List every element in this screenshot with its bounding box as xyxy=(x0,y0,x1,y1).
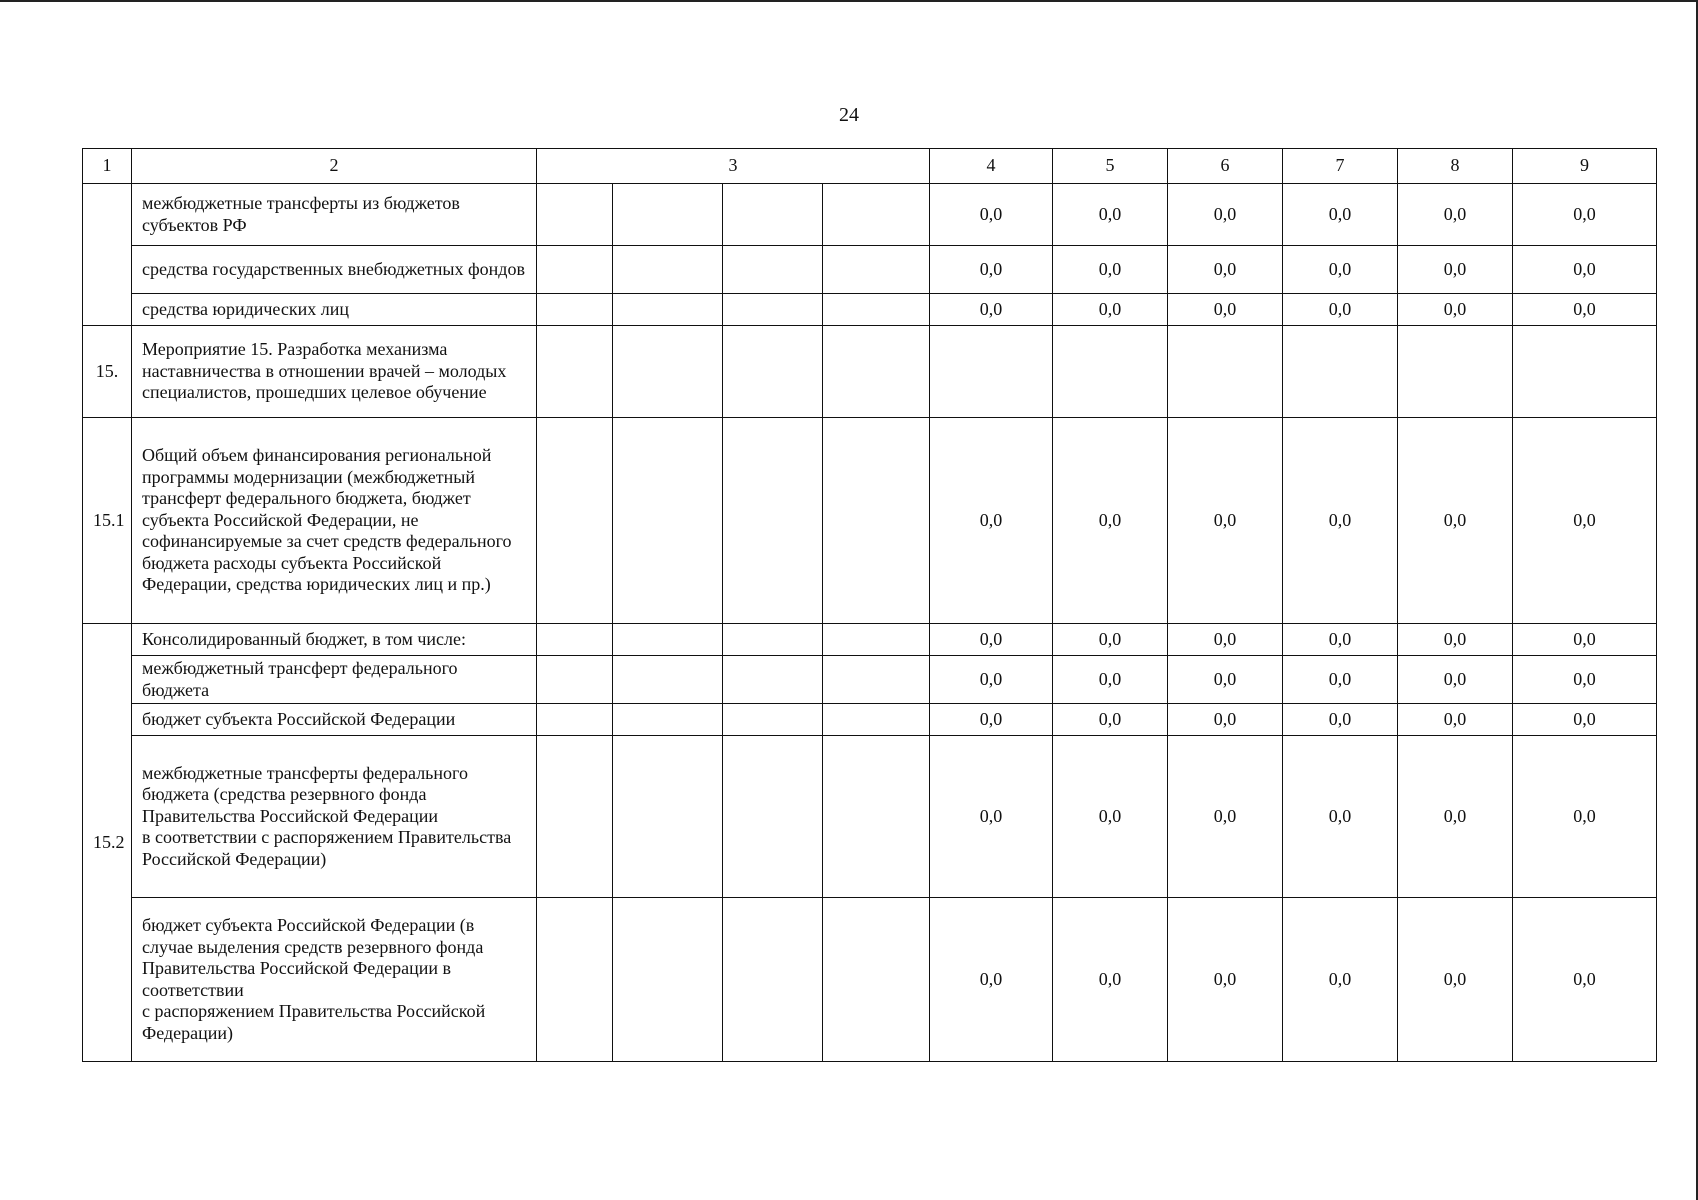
table-row xyxy=(83,294,1657,326)
value-cell: 0,0 xyxy=(1513,246,1657,294)
value-cell: 0,0 xyxy=(1513,704,1657,736)
value-cell: 0,0 xyxy=(1053,294,1168,326)
table-row xyxy=(83,246,1657,294)
row-label: межбюджетный трансферт федерального бюджета xyxy=(132,656,537,704)
empty-cell xyxy=(1053,326,1168,418)
empty-cell xyxy=(613,184,723,246)
value-cell: 0,0 xyxy=(1283,704,1398,736)
empty-cell xyxy=(723,294,823,326)
value-cell: 0,0 xyxy=(1168,656,1283,704)
empty-cell xyxy=(537,326,613,418)
empty-cell xyxy=(823,704,930,736)
table-row xyxy=(83,704,1657,736)
value-cell: 0,0 xyxy=(1398,736,1513,898)
empty-cell xyxy=(723,656,823,704)
financing-table xyxy=(82,148,1657,1062)
empty-cell xyxy=(613,326,723,418)
value-cell: 0,0 xyxy=(1398,184,1513,246)
value-cell: 0,0 xyxy=(1053,184,1168,246)
value-cell: 0,0 xyxy=(930,294,1053,326)
empty-cell xyxy=(537,704,613,736)
empty-cell xyxy=(1283,326,1398,418)
value-cell: 0,0 xyxy=(1168,898,1283,1062)
value-cell: 0,0 xyxy=(1168,704,1283,736)
empty-cell xyxy=(537,736,613,898)
scan-edge-top xyxy=(0,0,1698,2)
value-cell: 0,0 xyxy=(1168,736,1283,898)
empty-cell xyxy=(823,418,930,624)
page-number: 24 xyxy=(839,104,859,126)
value-cell: 0,0 xyxy=(1398,246,1513,294)
row-label: межбюджетные трансферты из бюджетов субъектов РФ xyxy=(132,184,537,246)
value-cell: 0,0 xyxy=(930,656,1053,704)
row-label: средства государственных внебюджетных фондов xyxy=(132,246,537,294)
value-cell: 0,0 xyxy=(1053,656,1168,704)
table-row xyxy=(83,898,1657,1062)
empty-cell xyxy=(613,246,723,294)
empty-cell xyxy=(823,326,930,418)
value-cell: 0,0 xyxy=(1168,184,1283,246)
empty-cell xyxy=(823,246,930,294)
empty-cell xyxy=(613,294,723,326)
row-label: межбюджетные трансферты федерального бюджета (средства резервного фонда Правительства Российской Федерации в соответствии с распоряжением Правительства Российской Федерации) xyxy=(132,736,537,898)
header-cell: 2 xyxy=(132,149,537,184)
value-cell: 0,0 xyxy=(1168,418,1283,624)
empty-cell xyxy=(823,656,930,704)
empty-cell xyxy=(613,624,723,656)
value-cell: 0,0 xyxy=(1283,294,1398,326)
value-cell: 0,0 xyxy=(1513,736,1657,898)
value-cell: 0,0 xyxy=(930,736,1053,898)
header-cell: 8 xyxy=(1398,149,1513,184)
value-cell: 0,0 xyxy=(1513,184,1657,246)
empty-cell xyxy=(613,418,723,624)
value-cell: 0,0 xyxy=(1168,624,1283,656)
value-cell: 0,0 xyxy=(1398,704,1513,736)
empty-cell xyxy=(1513,326,1657,418)
value-cell: 0,0 xyxy=(1513,898,1657,1062)
value-cell: 0,0 xyxy=(1513,656,1657,704)
value-cell: 0,0 xyxy=(1053,898,1168,1062)
empty-cell xyxy=(613,656,723,704)
header-cell: 5 xyxy=(1053,149,1168,184)
value-cell: 0,0 xyxy=(1398,418,1513,624)
table-row xyxy=(83,326,1657,418)
empty-cell xyxy=(823,624,930,656)
header-row xyxy=(83,149,1657,184)
empty-cell xyxy=(823,184,930,246)
empty-cell xyxy=(723,736,823,898)
empty-cell xyxy=(613,736,723,898)
empty-cell xyxy=(537,246,613,294)
empty-cell xyxy=(537,656,613,704)
value-cell: 0,0 xyxy=(930,418,1053,624)
header-cell: 1 xyxy=(83,149,132,184)
table-row xyxy=(83,656,1657,704)
table-row xyxy=(83,184,1657,246)
empty-cell xyxy=(823,736,930,898)
row-label: Мероприятие 15. Разработка механизма наставничества в отношении врачей – молодых специалистов, прошедших целевое обучение xyxy=(132,326,537,418)
value-cell: 0,0 xyxy=(930,246,1053,294)
empty-cell xyxy=(1398,326,1513,418)
empty-cell xyxy=(723,326,823,418)
row-label: Общий объем финансирования региональной программы модернизации (межбюджетный трансферт федерального бюджета, бюджет субъекта Российской Федерации, не софинансируемые за счет средств федерального бюджета расходы субъекта Российской Федерации, средства юридических лиц и пр.) xyxy=(132,418,537,624)
value-cell: 0,0 xyxy=(1053,704,1168,736)
empty-cell xyxy=(537,294,613,326)
value-cell: 0,0 xyxy=(1513,624,1657,656)
value-cell: 0,0 xyxy=(930,898,1053,1062)
value-cell: 0,0 xyxy=(1283,184,1398,246)
value-cell: 0,0 xyxy=(1283,898,1398,1062)
row-label: бюджет субъекта Российской Федерации (в случае выделения средств резервного фонда Правительства Российской Федерации в соответствии с распоряжением Правительства Российской Федерации) xyxy=(132,898,537,1062)
table-row xyxy=(83,624,1657,656)
empty-cell xyxy=(537,418,613,624)
row-label: Консолидированный бюджет, в том числе: xyxy=(132,624,537,656)
empty-cell xyxy=(613,704,723,736)
value-cell: 0,0 xyxy=(930,624,1053,656)
row-number: 15.1 xyxy=(83,418,132,624)
header-cell: 7 xyxy=(1283,149,1398,184)
value-cell: 0,0 xyxy=(1283,246,1398,294)
empty-cell xyxy=(823,294,930,326)
value-cell: 0,0 xyxy=(1053,624,1168,656)
row-label: бюджет субъекта Российской Федерации xyxy=(132,704,537,736)
value-cell: 0,0 xyxy=(1513,418,1657,624)
empty-cell xyxy=(723,704,823,736)
value-cell: 0,0 xyxy=(1398,656,1513,704)
value-cell: 0,0 xyxy=(1283,656,1398,704)
value-cell: 0,0 xyxy=(1398,898,1513,1062)
empty-cell xyxy=(537,624,613,656)
value-cell: 0,0 xyxy=(1398,294,1513,326)
empty-cell xyxy=(723,246,823,294)
header-cell: 9 xyxy=(1513,149,1657,184)
value-cell: 0,0 xyxy=(1283,624,1398,656)
empty-cell xyxy=(823,898,930,1062)
value-cell: 0,0 xyxy=(1398,624,1513,656)
value-cell: 0,0 xyxy=(1053,246,1168,294)
value-cell: 0,0 xyxy=(1168,246,1283,294)
header-cell: 3 xyxy=(537,149,930,184)
empty-cell xyxy=(1168,326,1283,418)
empty-cell xyxy=(537,898,613,1062)
header-cell: 4 xyxy=(930,149,1053,184)
row-label: средства юридических лиц xyxy=(132,294,537,326)
value-cell: 0,0 xyxy=(1168,294,1283,326)
row-number: 15.2 xyxy=(83,624,132,1062)
value-cell: 0,0 xyxy=(1053,418,1168,624)
row-number: 15. xyxy=(83,326,132,418)
empty-cell xyxy=(723,624,823,656)
row-number xyxy=(83,184,132,326)
table-row xyxy=(83,736,1657,898)
value-cell: 0,0 xyxy=(1053,736,1168,898)
empty-cell xyxy=(723,184,823,246)
value-cell: 0,0 xyxy=(1283,736,1398,898)
empty-cell xyxy=(723,898,823,1062)
empty-cell xyxy=(930,326,1053,418)
empty-cell xyxy=(613,898,723,1062)
value-cell: 0,0 xyxy=(930,184,1053,246)
table-row xyxy=(83,418,1657,624)
value-cell: 0,0 xyxy=(930,704,1053,736)
empty-cell xyxy=(723,418,823,624)
header-cell: 6 xyxy=(1168,149,1283,184)
empty-cell xyxy=(537,184,613,246)
value-cell: 0,0 xyxy=(1283,418,1398,624)
value-cell: 0,0 xyxy=(1513,294,1657,326)
